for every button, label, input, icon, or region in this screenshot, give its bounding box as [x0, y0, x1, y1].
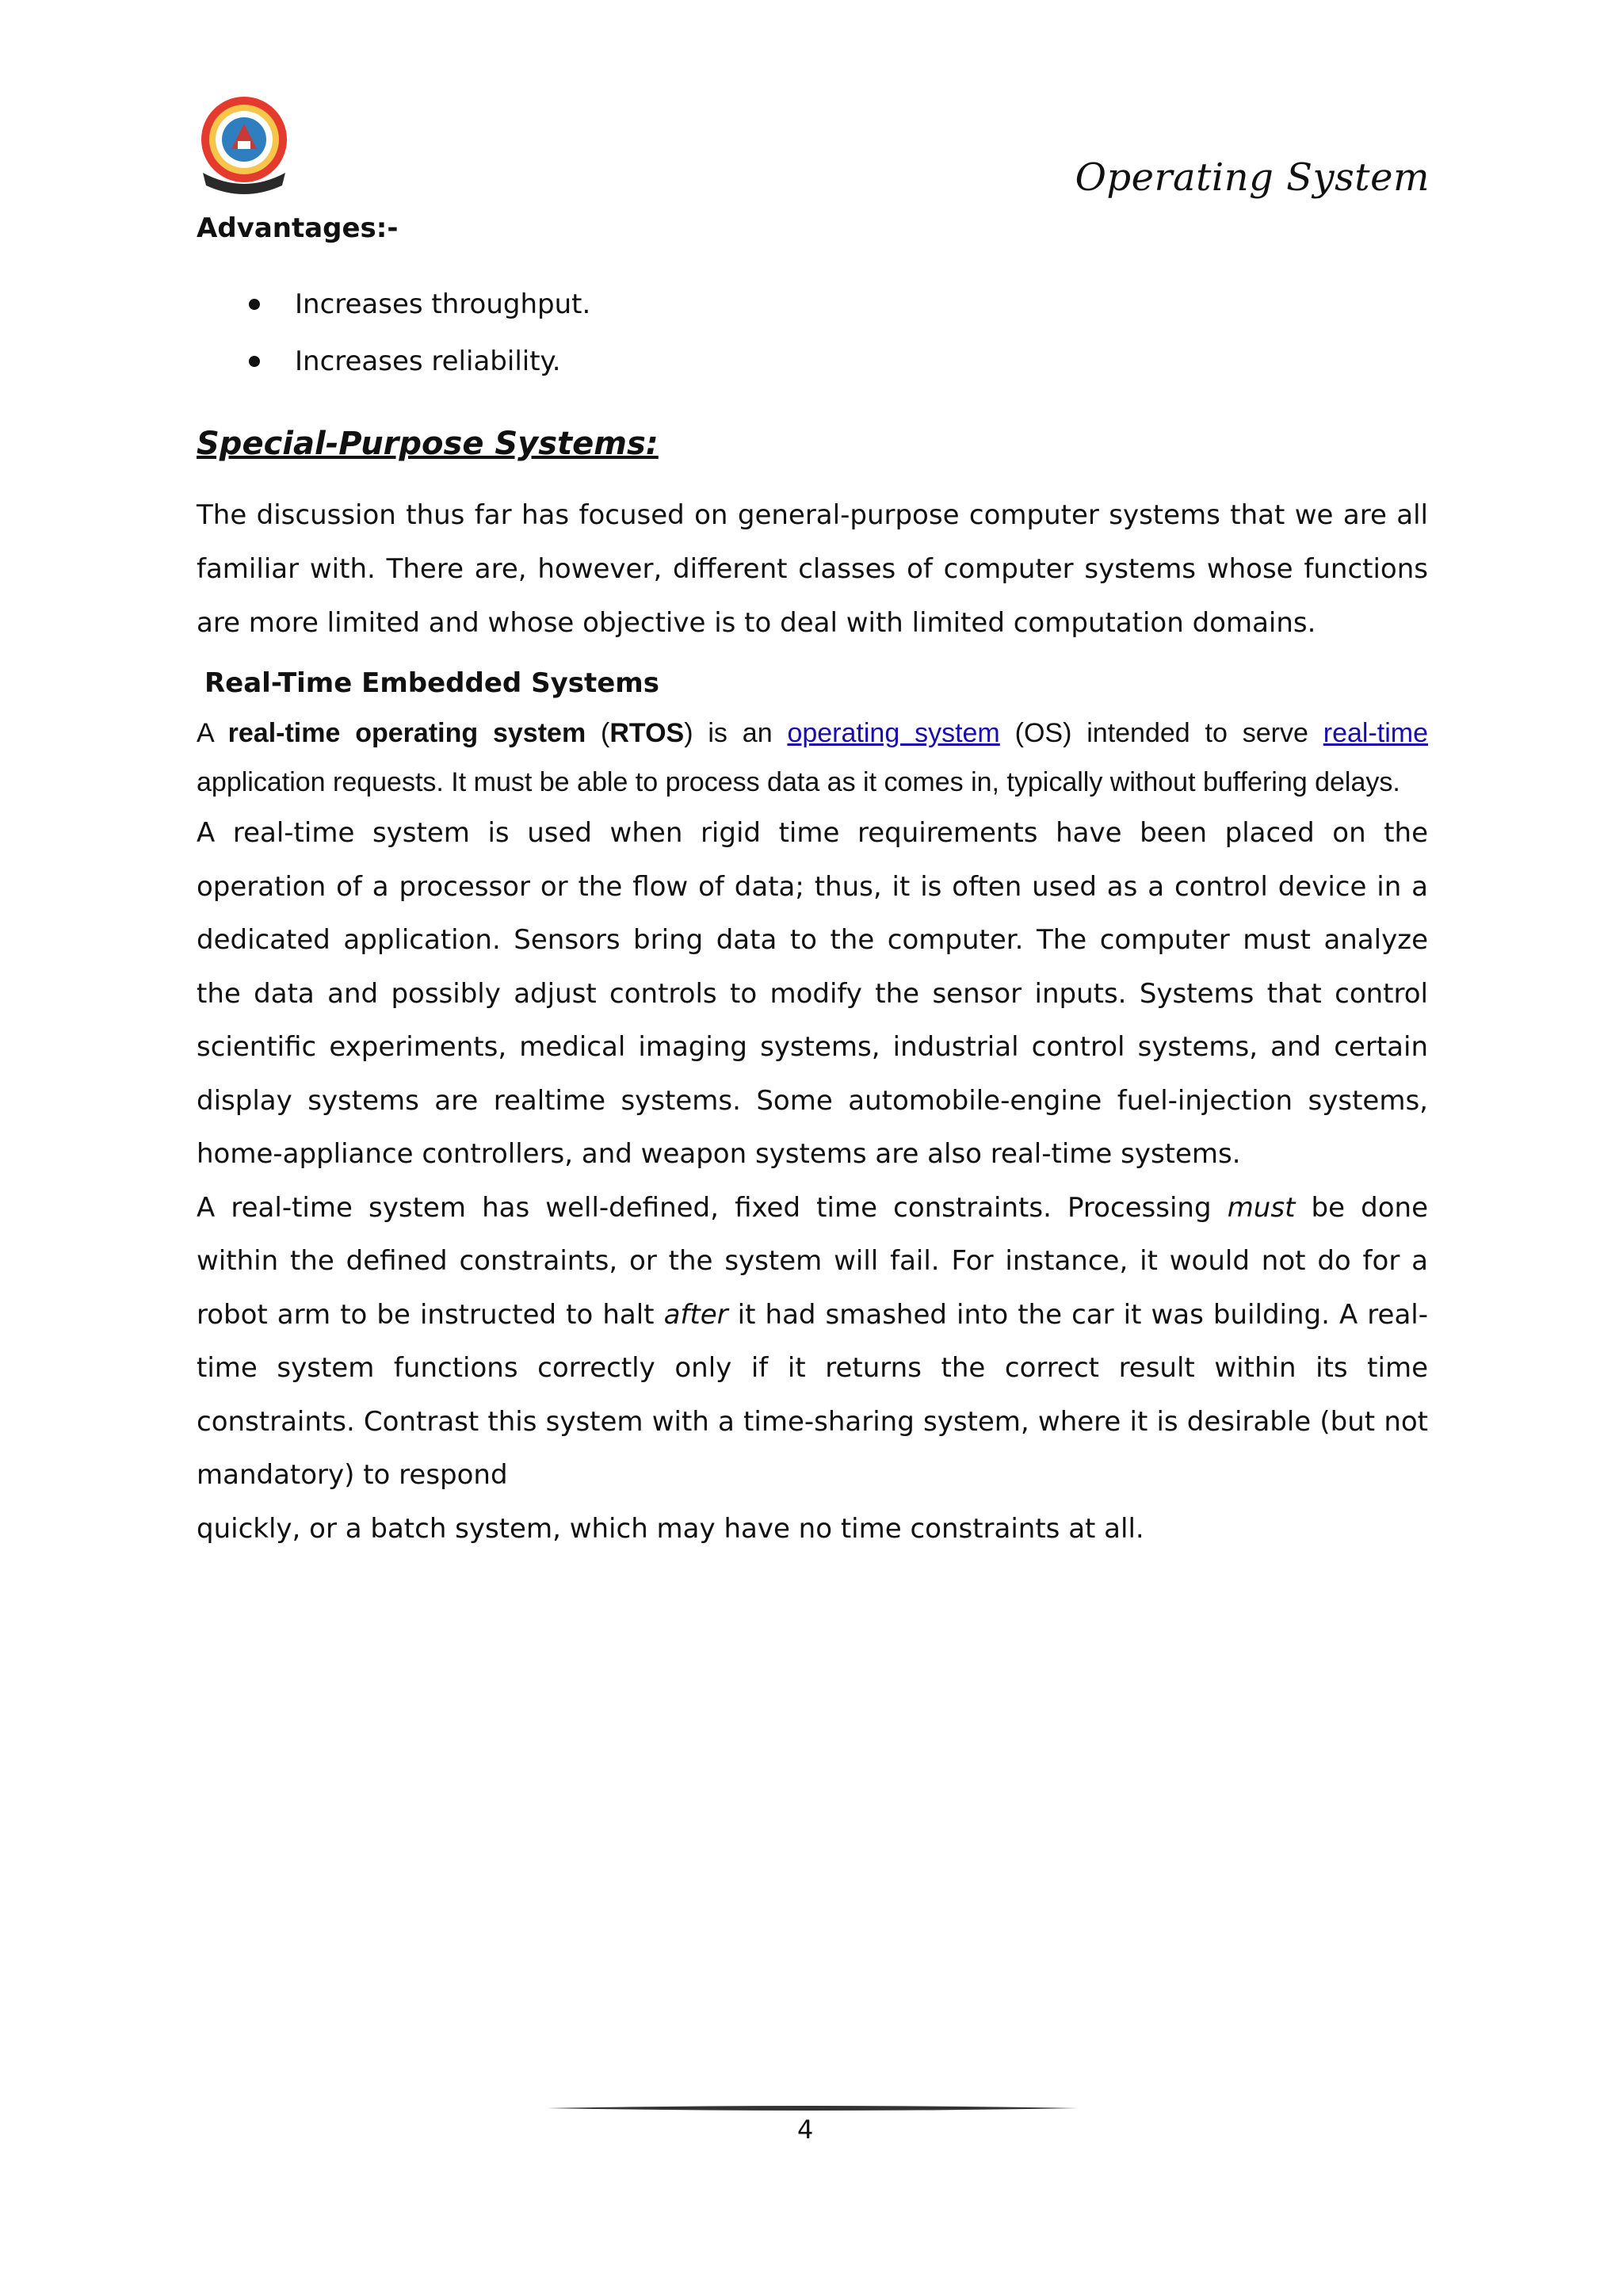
bullet-icon — [249, 299, 260, 310]
rtos-term: real-time operating system — [227, 718, 586, 748]
institution-logo — [197, 94, 292, 198]
list-item: Increases throughput. — [197, 276, 1428, 333]
advantages-list — [197, 276, 1428, 390]
section-heading: Special-Purpose Systems: — [197, 426, 659, 462]
rtos-abbr: RTOS — [609, 718, 685, 748]
advantages-title: Advantages:- — [197, 212, 399, 244]
document-header-title: Operating System — [1075, 155, 1430, 200]
rtos-definition: A real-time operating system (RTOS) is an operating system (OS) intended to serve real-time application requests. It must be able to process data as it comes in, typically without buffering delays. — [197, 718, 1428, 797]
page-number: 4 — [797, 2115, 814, 2145]
realtime-paragraph-2: A real-time system has well-defined, fixed time constraints. Processing must be done within the defined constraints, or the system will fail. For instance, it would not do for a robot arm to be instructed to halt after it had smashed into the car it was building. A real-time system functions correctly only if it returns the correct result within its time constraints. Contrast this system with a time-sharing system, where it is desirable (but not mandatory) to respond — [197, 1191, 1429, 1491]
page-content — [197, 204, 1428, 1556]
realtime-paragraph-1: A real-time system is used when rigid time requirements have been placed on the operation of a processor or the flow of data; thus, it is often used as a control device in a dedicated application. Sensors bring data to the computer. The computer must analyze the data and possibly adjust controls to modify the sensor inputs. Systems that control scientific experiments, medical imaging systems, industrial control systems, and certain display systems are realtime systems. Some automobile-engine fuel-injection systems, home-appliance controllers, and weapon systems are also real-time systems. — [197, 817, 1428, 1170]
bullet-icon — [249, 356, 260, 367]
realtime-paragraph-3: quickly, or a batch system, which may have no time constraints at all. — [197, 1512, 1144, 1545]
real-time-link[interactable]: real-time — [1323, 718, 1428, 748]
footer-divider — [547, 2105, 1078, 2111]
subheading-realtime: Real-Time Embedded Systems — [204, 667, 659, 699]
intro-paragraph: The discussion thus far has focused on general-purpose computer systems that we are all familiar with. There are, however, different classes of computer systems whose functions are more limited and whose objective is to deal with limited computation domains. — [197, 499, 1428, 639]
operating-system-link[interactable]: operating system — [787, 718, 1000, 748]
list-item: Increases reliability. — [197, 333, 1428, 390]
